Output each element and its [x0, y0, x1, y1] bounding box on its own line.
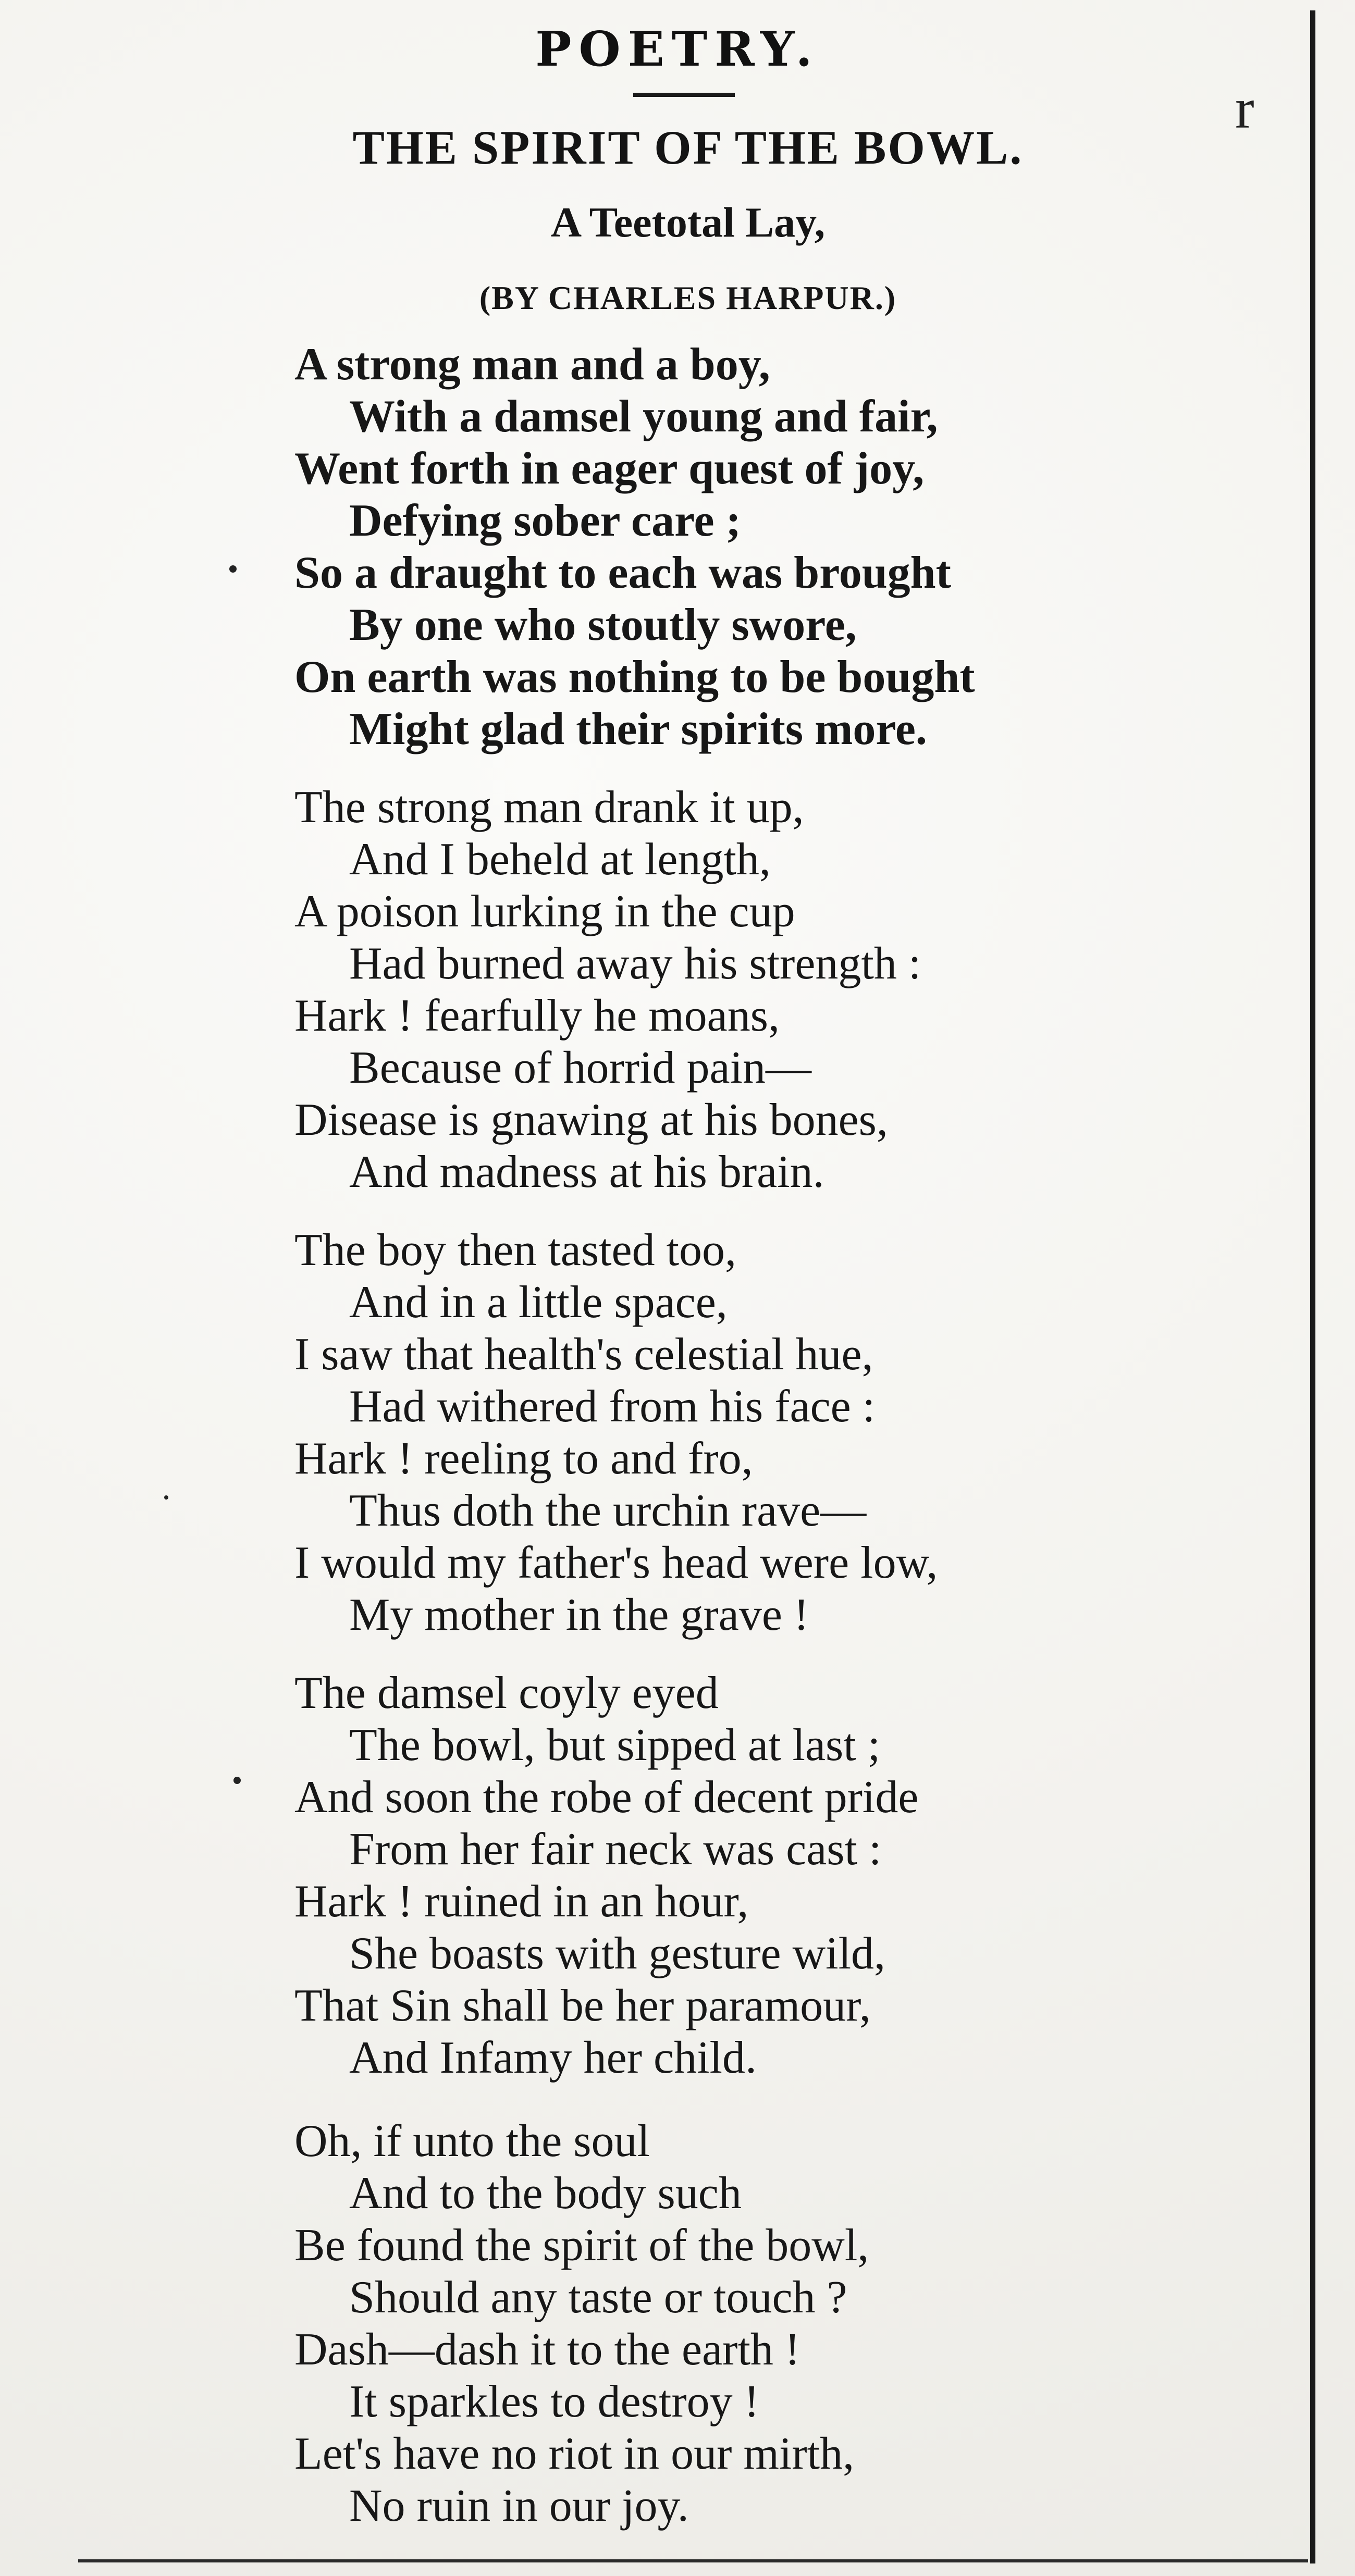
poem-line: And soon the robe of decent pride: [294, 1772, 919, 1823]
poem-line: And I beheld at length,: [349, 834, 771, 885]
poem-line: From her fair neck was cast :: [349, 1824, 882, 1875]
poem-line: Be found the spirit of the bowl,: [294, 2220, 869, 2271]
poem-line: And to the body such: [349, 2168, 742, 2219]
poem-line: A poison lurking in the cup: [294, 886, 795, 937]
poem-line: And madness at his brain.: [349, 1147, 824, 1197]
poem-line: And Infamy her child.: [349, 2033, 757, 2083]
poem-line: Because of horrid pain—: [349, 1043, 812, 1093]
poem-line: Had withered from his face :: [349, 1381, 876, 1432]
poem-line: Hark ! ruined in an hour,: [294, 1876, 749, 1927]
poem-line: Had burned away his strength :: [349, 938, 921, 989]
poem-line: On earth was nothing to be bought: [294, 652, 975, 702]
poem-line: Oh, if unto the soul: [294, 2116, 650, 2166]
poem-line: My mother in the grave !: [349, 1590, 809, 1640]
ink-speck: [229, 565, 237, 573]
poem-line: And in a little space,: [349, 1277, 728, 1328]
poem-line: Hark ! reeling to and fro,: [294, 1433, 753, 1484]
poem-line: So a draught to each was brought: [294, 548, 951, 598]
corner-mark: r: [1235, 77, 1254, 140]
poem-line: She boasts with gesture wild,: [349, 1928, 886, 1979]
poem-line: It sparkles to destroy !: [349, 2376, 759, 2427]
poem-byline: (BY CHARLES HARPUR.): [479, 279, 897, 316]
ink-speck: [233, 1777, 241, 1784]
poem-title: THE SPIRIT OF THE BOWL.: [352, 121, 1024, 174]
poem-line: Disease is gnawing at his bones,: [294, 1095, 888, 1145]
bottom-rule: [78, 2559, 1308, 2562]
poem-line: The strong man drank it up,: [294, 782, 804, 833]
ink-speck: [164, 1495, 168, 1500]
poem-line: Might glad their spirits more.: [349, 704, 927, 754]
poem-line: The bowl, but sipped at last ;: [349, 1720, 881, 1770]
poem-line: I would my father's head were low,: [294, 1538, 938, 1588]
poem-line: With a damsel young and fair,: [349, 391, 938, 442]
poem-line: No ruin in our joy.: [349, 2481, 689, 2531]
poem-line: Defying sober care ;: [349, 496, 741, 546]
poem-subtitle: A Teetotal Lay,: [550, 199, 826, 246]
heading-rule: [633, 93, 735, 97]
poem-line: By one who stoutly swore,: [349, 600, 857, 650]
poem-line: I saw that health's celestial hue,: [294, 1329, 873, 1380]
poem-line: The boy then tasted too,: [294, 1225, 737, 1275]
section-heading: POETRY.: [535, 21, 820, 77]
poem-line: Hark ! fearfully he moans,: [294, 990, 780, 1041]
poem-line: That Sin shall be her paramour,: [294, 1980, 871, 2031]
column-rule: [1310, 10, 1315, 2563]
poem-line: Thus doth the urchin rave—: [349, 1485, 867, 1536]
poem-line: A strong man and a boy,: [294, 339, 770, 390]
poem-line: Let's have no riot in our mirth,: [294, 2429, 855, 2479]
poem-line: Dash—dash it to the earth !: [294, 2324, 800, 2375]
poem-line: Went forth in eager quest of joy,: [294, 443, 925, 494]
poem-line: The damsel coyly eyed: [294, 1668, 719, 1718]
poem-line: Should any taste or touch ?: [349, 2272, 847, 2323]
